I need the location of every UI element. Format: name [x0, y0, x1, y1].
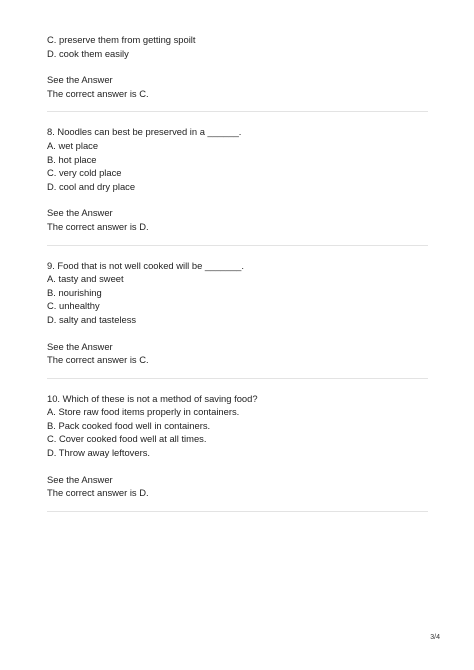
option-a: A. wet place: [47, 139, 99, 151]
document-page: [47, 33, 428, 525]
option-a: A. tasty and sweet: [47, 273, 124, 285]
see-answer-link[interactable]: See the Answer: [47, 340, 113, 352]
correct-answer: The correct answer is C.: [47, 87, 149, 99]
section-divider: [47, 378, 428, 379]
option-c: C. Cover cooked food well at all times.: [47, 433, 207, 445]
correct-answer: The correct answer is D.: [47, 220, 149, 232]
question-text: 9. Food that is not well cooked will be _______.: [47, 259, 244, 271]
option-a: A. Store raw food items properly in containers.: [47, 406, 240, 418]
option-c: C. preserve them from getting spoilt: [47, 34, 196, 45]
option-d: D. cool and dry place: [47, 180, 136, 192]
section-divider: [47, 245, 428, 246]
correct-answer: The correct answer is D.: [47, 487, 149, 499]
section-divider: [47, 111, 428, 112]
question-text: 10. Which of these is not a method of saving food?: [47, 392, 258, 404]
option-b: B. hot place: [47, 153, 97, 165]
page-number: 3/4: [430, 634, 440, 641]
question-9: [47, 259, 428, 367]
option-c: C. very cold place: [47, 167, 122, 179]
question-10: [47, 392, 428, 500]
correct-answer: The correct answer is C.: [47, 354, 149, 366]
option-b: B. nourishing: [47, 286, 102, 298]
option-d: D. Throw away leftovers.: [47, 447, 150, 459]
section-divider: [47, 511, 428, 512]
see-answer-link[interactable]: See the Answer: [47, 473, 113, 485]
question-7-continued: [47, 33, 428, 100]
see-answer-link[interactable]: See the Answer: [47, 207, 113, 219]
option-d: D. cook them easily: [47, 47, 129, 59]
option-b: B. Pack cooked food well in containers.: [47, 419, 211, 431]
question-8: [47, 125, 428, 233]
option-d: D. salty and tasteless: [47, 313, 137, 325]
question-text: 8. Noodles can best be preserved in a ______.: [47, 126, 242, 138]
option-c: C. unhealthy: [47, 300, 100, 312]
see-answer-link[interactable]: See the Answer: [47, 74, 113, 86]
